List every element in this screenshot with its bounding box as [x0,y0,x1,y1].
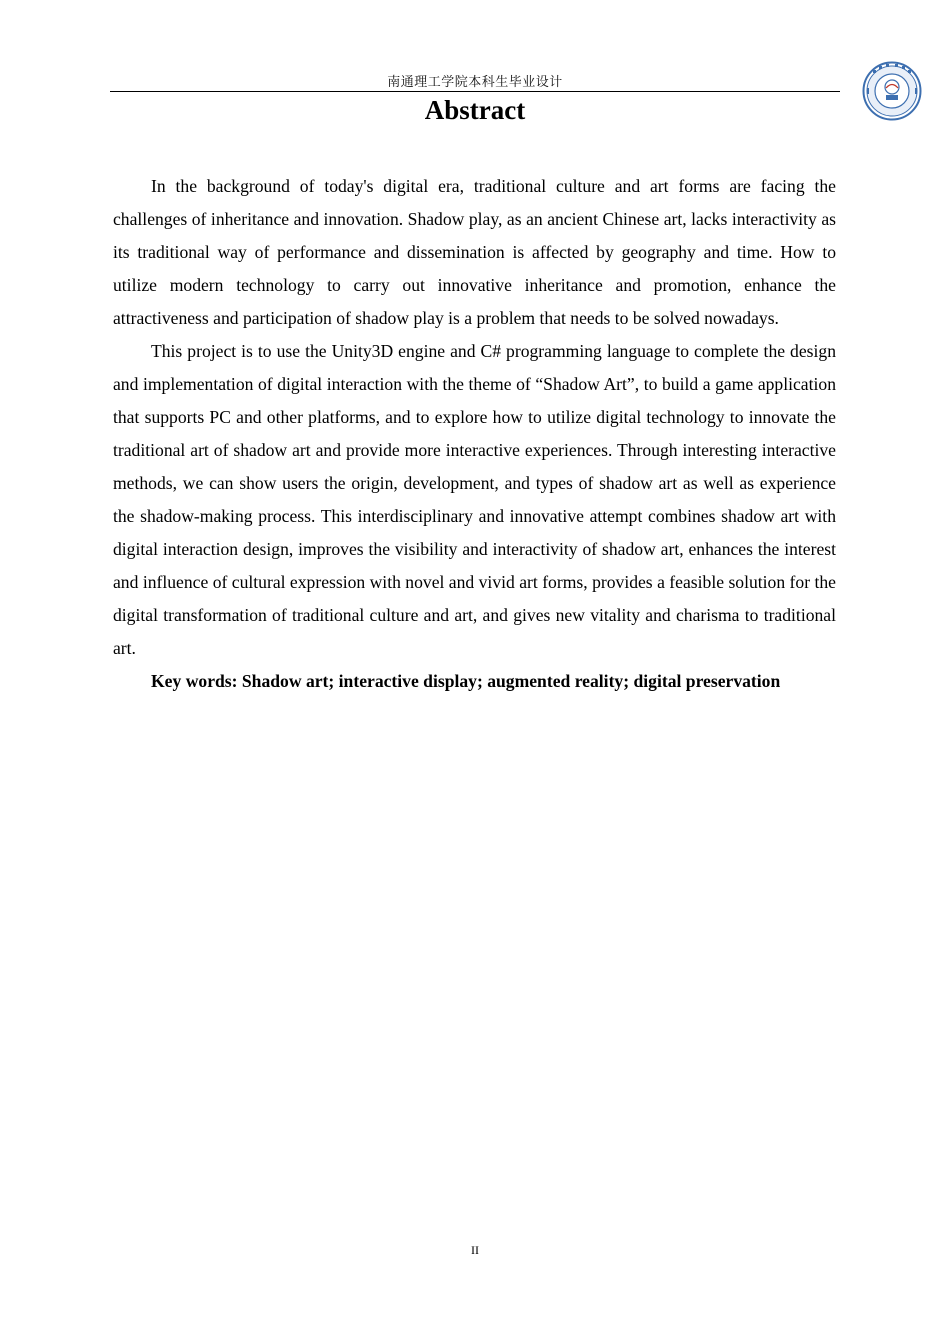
header-rule [110,91,840,92]
running-header: 南通理工学院本科生毕业设计 [387,75,563,90]
page-number: II [471,1243,479,1257]
keywords-line: Key words: Shadow art; interactive display; augmented reality; digital preservation [151,671,781,691]
abstract-body [113,170,836,698]
abstract-paragraph: This project is to use the Unity3D engine and C# programming language to complete the design and implementation of digital interaction with the theme of “Shadow Art”, to build a game application that supports PC and other platforms, and to explore how to utilize digital technology to innovate the traditional art of shadow art and provide more interactive experiences. Through interesting interactive methods, we can show users the origin, development, and types of shadow art as well as experience the shadow-making process. This interdisciplinary and innovative attempt combines shadow art with digital interaction design, improves the visibility and interactivity of shadow art, enhances the interest and influence of cultural expression with novel and vivid art forms, provides a feasible solution for the digital transformation of traditional culture and art, and gives new vitality and charisma to traditional art. [113,341,836,658]
university-seal-icon [862,61,922,121]
abstract-title: Abstract [424,95,526,125]
abstract-paragraph: In the background of today's digital era, traditional culture and art forms are facing the challenges of inheritance and innovation. Shadow play, as an ancient Chinese art, lacks interactivity as its traditional way of performance and dissemination is affected by geography and time. How to utilize modern technology to carry out innovative inheritance and promotion, enhance the attractiveness and participation of shadow play is a problem that needs to be solved nowadays. [113,176,836,328]
